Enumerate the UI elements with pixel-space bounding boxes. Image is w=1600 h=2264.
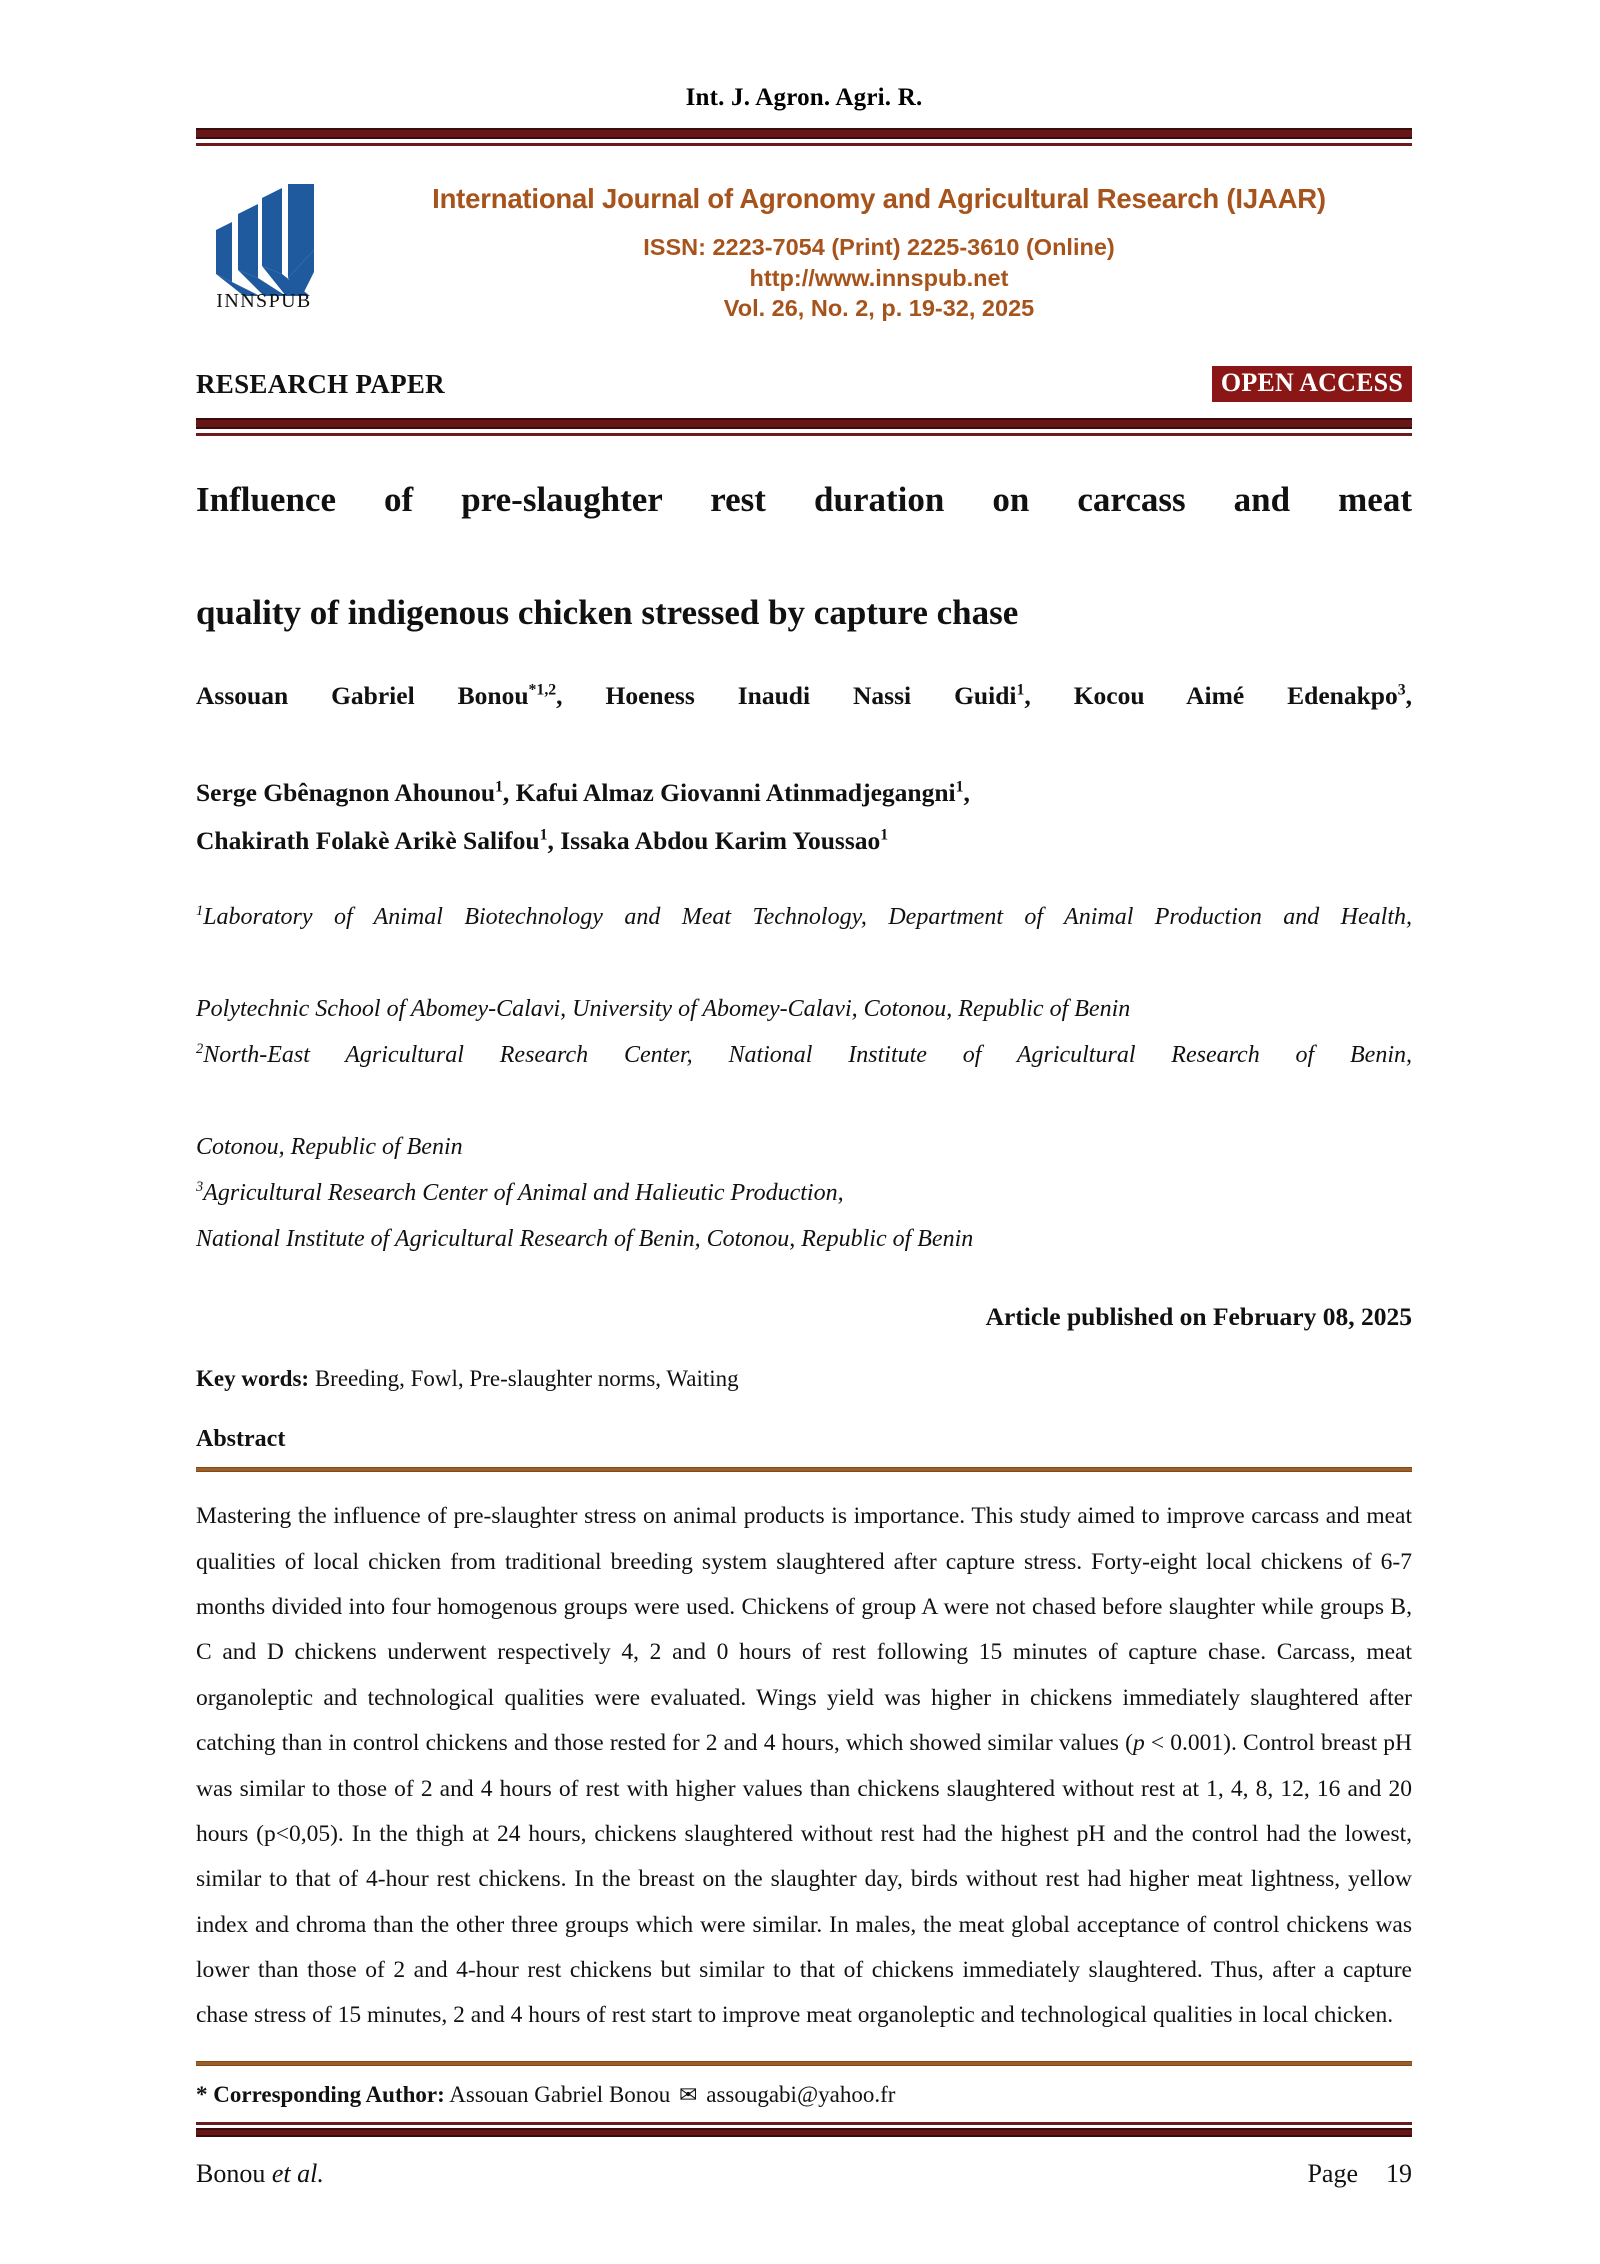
author-affiliation-marker: 1	[955, 778, 964, 796]
affiliation-marker: 1	[196, 902, 204, 919]
open-access-badge: OPEN ACCESS	[1212, 366, 1412, 402]
abstract-body	[196, 1494, 1412, 2038]
author-name: Assouan Gabriel Bonou	[196, 681, 529, 711]
header-rule-thick	[196, 128, 1412, 139]
page-content	[196, 0, 1412, 2108]
running-head: Int. J. Agron. Agri. R.	[685, 84, 923, 111]
abstract-italic-p: p	[1132, 1730, 1145, 1757]
footer-divider-rule	[196, 2122, 1412, 2137]
corresponding-author-line	[196, 2082, 1412, 2108]
affiliation-1-line-1	[196, 894, 1412, 986]
affiliation-1-line-2: Polytechnic School of Abomey-Calavi, University of Abomey-Calavi, Cotonou, Republic of Benin	[196, 995, 1131, 1022]
header-rule-thin	[196, 143, 1412, 146]
footer-citation	[196, 2159, 324, 2189]
author-list	[196, 672, 1412, 866]
page-label: Page	[1307, 2159, 1358, 2188]
page-number: 19	[1386, 2159, 1412, 2188]
footer-author: Bonou	[196, 2159, 272, 2188]
type-rule-thick	[196, 418, 1412, 429]
journal-volume-line: Vol. 26, No. 2, p. 19-32, 2025	[723, 295, 1035, 322]
author-affiliation-marker: 1	[880, 826, 889, 844]
author-name: , Kafui Almaz Giovanni Atinmadjegangni	[502, 777, 956, 807]
article-type-row	[196, 358, 1412, 402]
footer-row	[196, 2159, 1412, 2203]
envelope-icon: ✉	[679, 2081, 698, 2107]
keywords-value: Breeding, Fowl, Pre-slaughter norms, Waiting	[314, 1366, 739, 1392]
abstract-top-rule	[196, 1467, 1412, 1472]
author-name: , Kocou Aimé Edenakpo	[1024, 681, 1398, 711]
author-affiliation-marker: 3	[1397, 681, 1406, 699]
article-title	[196, 472, 1412, 642]
article-title-line-2: quality of indigenous chicken stressed by capture chase	[196, 593, 1019, 633]
header-divider-rule	[196, 128, 1412, 146]
author-line-3	[196, 817, 1412, 865]
journal-issn: ISSN: 2223-7054 (Print) 2225-3610 (Online)	[643, 234, 1115, 261]
article-title-line-1: Influence of pre-slaughter rest duration on carcass and meat	[196, 480, 1412, 519]
abstract-bottom-rule	[196, 2061, 1412, 2066]
affiliation-text: North-East Agricultural Research Center, National Institute of Agricultural Research of Benin,	[203, 1042, 1412, 1069]
author-name: , Issaka Abdou Karim Youssao	[547, 826, 881, 856]
type-rule-thin	[196, 433, 1412, 436]
innspub-book-logo-icon	[202, 174, 326, 298]
masthead-text-block	[346, 168, 1412, 324]
publication-date: Article published on February 08, 2025	[985, 1302, 1412, 1332]
affiliation-text: Agricultural Research Center of Animal and Halieutic Production,	[203, 1180, 844, 1207]
author-line-2	[196, 769, 1412, 817]
journal-title: International Journal of Agronomy and Agricultural Research (IJAAR)	[432, 183, 1326, 214]
affiliation-2-line-1	[196, 1032, 1412, 1124]
keywords-line	[196, 1366, 1412, 1392]
keywords-label: Key words:	[196, 1366, 310, 1392]
author-name: Serge Gbênagnon Ahounou	[196, 777, 496, 807]
affiliation-marker: 2	[196, 1041, 204, 1058]
affiliation-text: Laboratory of Animal Biotechnology and Meat Technology, Department of Animal Production and Health,	[203, 903, 1412, 930]
author-affiliation-marker: 1	[495, 778, 503, 796]
footer-pagination	[1307, 2159, 1412, 2189]
author-affiliation-marker: 1	[539, 826, 548, 844]
corresponding-author-label: * Corresponding Author:	[196, 2081, 445, 2107]
author-name: Chakirath Folakè Arikè Salifou	[196, 826, 540, 856]
abstract-text-part-1: Mastering the influence of pre-slaughter stress on animal products is importance. This study aimed to improve carcass and meat qualities of local chicken from traditional breeding system slaughtered after capture stress. Forty-eight local chickens of 6-7 months divided into four homogenous groups were used. Chickens of group A were not chased before slaughter while groups B, C and D chickens underwent respectively 4, 2 and 0 hours of rest following 15 minutes of capture chase. Carcass, meat organoleptic and technological qualities were evaluated. Wings yield was higher in chickens immediately slaughtered after catching than in control chickens and those rested for 2 and 4 hours, which showed similar values (	[196, 1503, 1412, 1757]
author-affiliation-marker: *1,2	[528, 681, 557, 699]
affiliation-list	[196, 894, 1412, 1263]
page-footer	[196, 2122, 1412, 2203]
author-affiliation-marker: 1	[1016, 681, 1025, 699]
affiliation-2-line-2: Cotonou, Republic of Benin	[196, 1134, 463, 1161]
author-separator: ,	[1405, 681, 1412, 711]
article-type-divider-rule	[196, 418, 1412, 436]
corresponding-author-email[interactable]: assougabi@yahoo.fr	[706, 2081, 896, 2107]
journal-url[interactable]: http://www.innspub.net	[749, 264, 1009, 291]
publisher-logo-wordmark: INNSPUB	[216, 290, 312, 312]
footer-rule-thick	[196, 2128, 1412, 2137]
journal-masthead	[196, 168, 1412, 344]
publisher-logo	[196, 174, 332, 313]
abstract-text-part-2: < 0.001). Control breast pH was similar to those of 2 and 4 hours of rest with higher values than chickens slaughtered without rest at 1, 4, 8, 12, 16 and 20 hours (p<0,05). In the thigh at 24 hours, chickens slaughtered without rest had the highest pH and the control had the lowest, similar to that of 4-hour rest chickens. In the breast on the slaughter day, birds without rest had higher meat lightness, yellow index and chroma than the other three groups which were similar. In males, the meat global acceptance of control chickens was lower than those of 2 and 4-hour rest chickens but similar to that of chickens immediately slaughtered. Thus, after a capture chase stress of 15 minutes, 2 and 4 hours of rest start to improve meat organoleptic and technological qualities in local chicken.	[196, 1730, 1413, 2029]
affiliation-marker: 3	[196, 1179, 204, 1196]
article-type-label: RESEARCH PAPER	[196, 369, 445, 399]
author-separator: ,	[963, 777, 970, 807]
abstract-heading: Abstract	[196, 1426, 286, 1453]
affiliation-3-line-2: National Institute of Agricultural Research of Benin, Cotonou, Republic of Benin	[196, 1226, 974, 1253]
affiliation-3-line-1	[196, 1170, 1412, 1216]
author-line-1	[196, 672, 1412, 769]
corresponding-author-name: Assouan Gabriel Bonou	[449, 2081, 671, 2107]
footer-etal: et al.	[271, 2159, 324, 2188]
author-name: , Hoeness Inaudi Nassi Guidi	[556, 681, 1017, 711]
